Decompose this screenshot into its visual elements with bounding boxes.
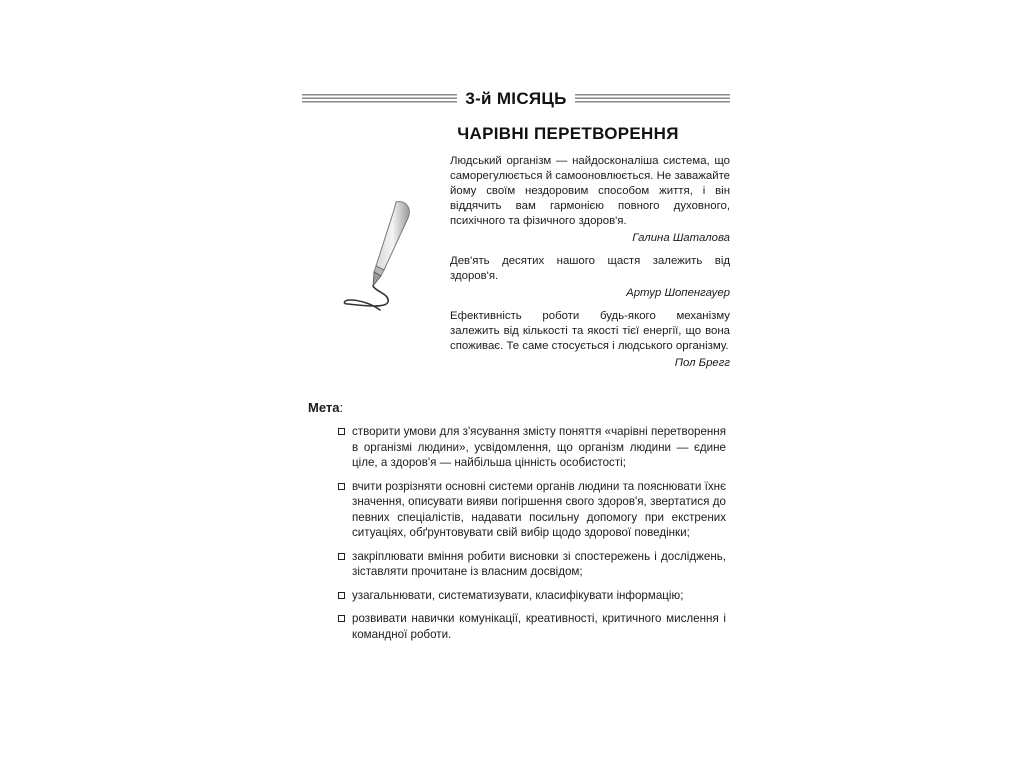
goals-label: Мета bbox=[308, 400, 340, 415]
goal-text: вчити розрізняти основні системи органів людини та пояснювати їхнє значення, описувати вияви погіршення свого здоров'я, звертатися до певних спеціалістів, надавати посильну допомогу при екстрених ситуаціях, обґрунтовувати свій вибір щодо здорової поведінки; bbox=[352, 479, 726, 539]
goal-text: розвивати навички комунікації, креативності, критичного мислення і командної роботи. bbox=[352, 612, 726, 641]
document-page bbox=[302, 78, 730, 718]
square-bullet-icon bbox=[338, 592, 345, 599]
quote-text: Дев'ять десятих нашого щастя залежить від здоров'я. bbox=[450, 255, 730, 282]
list-item bbox=[338, 549, 726, 580]
month-header bbox=[302, 88, 730, 110]
header-rule-left bbox=[302, 94, 457, 104]
header-rule-right bbox=[575, 94, 730, 104]
epigraph-quotes bbox=[450, 154, 730, 379]
list-item bbox=[338, 611, 726, 642]
lesson-title: ЧАРІВНІ ПЕРЕТВОРЕННЯ bbox=[457, 124, 679, 143]
goal-text: узагальнювати, систематизувати, класифікувати інформацію; bbox=[352, 588, 684, 602]
list-item bbox=[338, 479, 726, 541]
square-bullet-icon bbox=[338, 428, 345, 435]
quote-text: Ефективність роботи будь-якого механізму залежить від кількості та якості тієї енергії, що вона споживає. Те саме стосується і людського організму. bbox=[450, 310, 730, 352]
month-title: 3-й МІСЯЦЬ bbox=[465, 89, 567, 108]
square-bullet-icon bbox=[338, 553, 345, 560]
list-item bbox=[338, 588, 726, 604]
quote-author: Пол Брегг bbox=[674, 357, 730, 369]
pen-icon bbox=[336, 196, 416, 314]
square-bullet-icon bbox=[338, 483, 345, 490]
goal-text: закріплювати вміння робити висновки зі спостережень і досліджень, зіставляти прочитане із власним досвідом; bbox=[352, 549, 726, 578]
square-bullet-icon bbox=[338, 615, 345, 622]
quote-author: Артур Шопенгауер bbox=[626, 287, 730, 299]
goals-heading bbox=[308, 400, 343, 415]
goals-list bbox=[338, 424, 726, 650]
goal-text: створити умови для з'ясування змісту поняття «чарівні перетворення в організмі людини», усвідомлення, що організм людини — єдине ціле, а здоров'я — найбільша цінність особистості; bbox=[352, 425, 726, 469]
list-item bbox=[338, 424, 726, 471]
goals-colon: : bbox=[339, 400, 344, 415]
quote-author: Галина Шаталова bbox=[632, 232, 730, 244]
quote-text: Людський організм — найдосконаліша система, що саморегулюється й самооновлюється. Не заважайте йому своїм нездоровим способом життя, і він віддячить вам гармонією повного духовного, психічного та фізичного здоров'я. bbox=[450, 155, 730, 227]
